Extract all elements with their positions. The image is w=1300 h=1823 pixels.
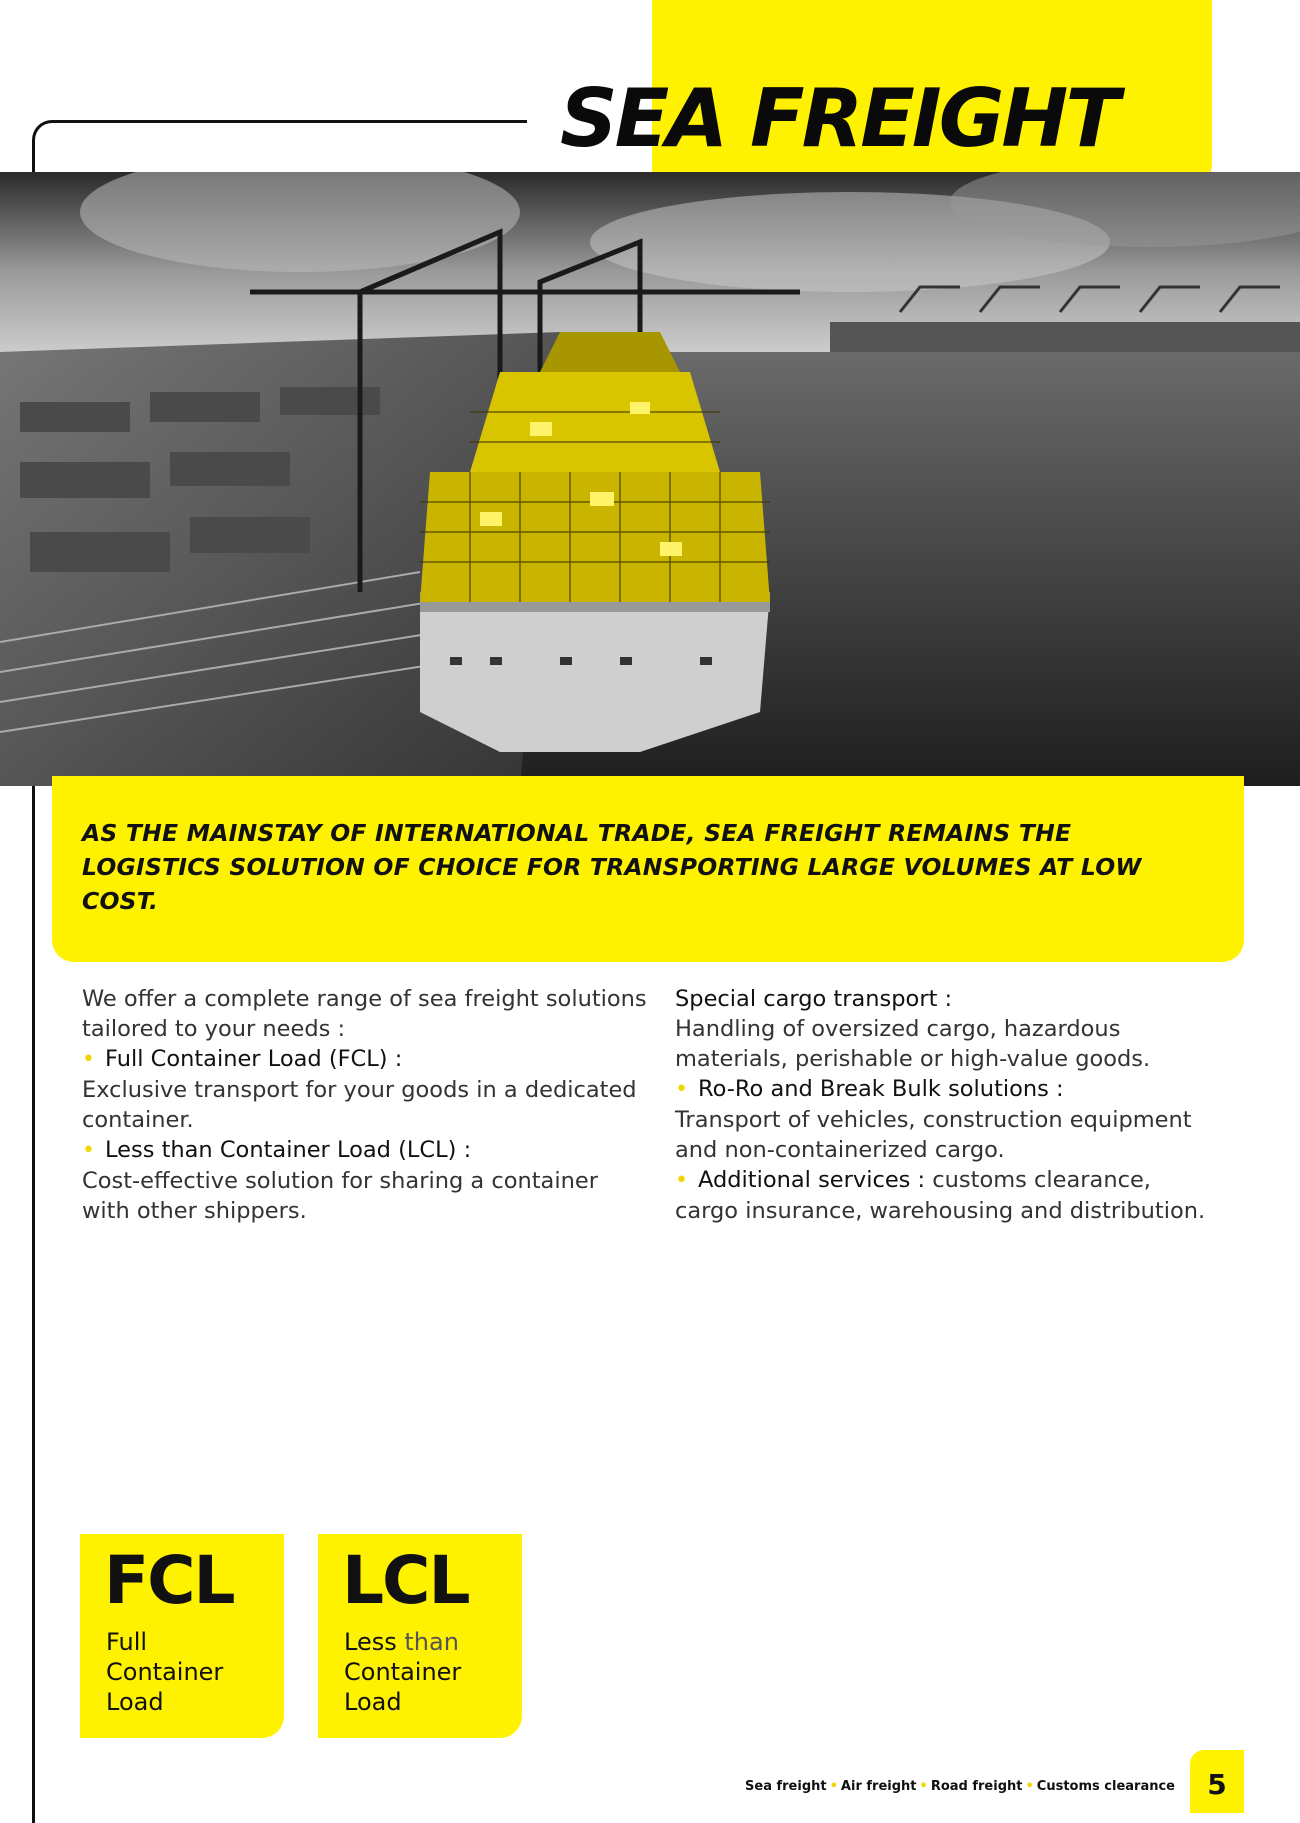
item-text-fcl: Exclusive transport for your goods in a dedicated container. (82, 1077, 637, 1133)
fcl-abbr: FCL (104, 1542, 234, 1619)
left-column (82, 984, 652, 1226)
fcl-description: Full Container Load (106, 1628, 224, 1716)
item-heading-fcl: • Full Container Load (FCL) : (82, 1046, 403, 1072)
fcl-box (80, 1534, 284, 1738)
intro-banner (52, 776, 1244, 962)
item-heading-lcl: • Less than Container Load (LCL) : (82, 1137, 472, 1163)
separator-dot-icon: • (829, 1779, 838, 1794)
hero-image-port-ship (0, 172, 1300, 786)
page-number: 5 (1190, 1750, 1244, 1813)
item-heading-roro: • Ro-Ro and Break Bulk solutions : (675, 1076, 1064, 1102)
item-text-lcl: Cost-effective solution for sharing a container with other shippers. (82, 1168, 598, 1224)
right-column (675, 984, 1215, 1226)
intro-statement: AS THE MAINSTAY OF INTERNATIONAL TRADE, SEA FREIGHT REMAINS THE LOGISTICS SOLUTION OF CHOICE FOR TRANSPORTING LARGE VOLUMES AT LOW COST. (82, 819, 1142, 915)
lcl-box (318, 1534, 522, 1738)
item-text-special: Handling of oversized cargo, hazardous materials, perishable or high-value goods. (675, 1016, 1151, 1072)
bullet-icon: • (82, 1138, 95, 1163)
bullet-icon: • (675, 1168, 688, 1193)
bullet-icon: • (675, 1077, 688, 1102)
item-additional: • Additional services : customs clearance, cargo insurance, warehousing and distribution. (675, 1167, 1206, 1224)
container-ship-illustration (0, 172, 1300, 786)
separator-dot-icon: • (1025, 1779, 1034, 1794)
lcl-abbr: LCL (342, 1542, 469, 1619)
footer-link-road-freight[interactable]: Road freight (930, 1779, 1023, 1794)
bullet-icon: • (82, 1047, 95, 1072)
footer-navigation (745, 1779, 1175, 1794)
footer-link-sea-freight[interactable]: Sea freight (745, 1779, 827, 1794)
separator-dot-icon: • (919, 1779, 928, 1794)
item-heading-special: Special cargo transport : (675, 986, 953, 1012)
lcl-description: Less than Container Load (344, 1628, 462, 1716)
item-text-roro: Transport of vehicles, construction equipment and non-containerized cargo. (675, 1107, 1192, 1163)
lead-text: We offer a complete range of sea freight solutions tailored to your needs : (82, 986, 647, 1042)
page-title: SEA FREIGHT (560, 72, 1117, 165)
footer-link-air-freight[interactable]: Air freight (840, 1779, 917, 1794)
footer-link-customs-clearance[interactable]: Customs clearance (1036, 1779, 1175, 1794)
